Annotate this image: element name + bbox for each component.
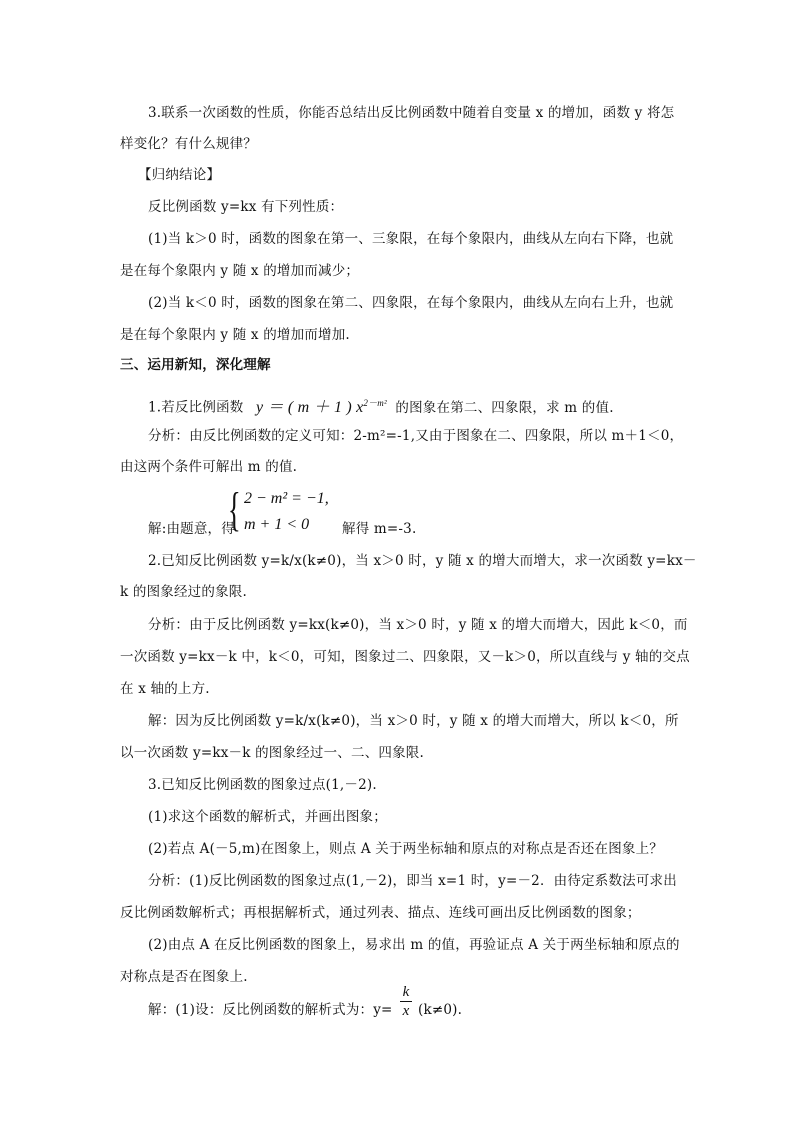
text-line: (1)求这个函数的解析式，并画出图象； [148,809,387,825]
text-line: 解：(1)设：反比例函数的解析式为：y= [148,1002,393,1018]
text-line: 3.已知反比例函数的图象过点(1,－2). [148,777,377,793]
fraction-bar [400,1001,412,1002]
formula-main: y ＝ ( m ＋ 1 ) x [255,398,364,416]
fraction-numerator: k [402,984,410,1000]
text-line [148,394,614,417]
system-equation-2: m + 1 < 0 [244,516,310,533]
text-line: k 的图象经过的象限. [120,584,247,600]
fraction-k-over-x [400,984,412,1019]
section-heading: 【归纳结论】 [138,167,221,183]
fraction-denominator: x [402,1003,410,1019]
text-fragment: 1.若反比例函数 [148,399,244,416]
text-line: 分析：(1)反比例函数的图象过点(1,－2)，即当 x=1 时，y=－2．由待定系数法可求出 [148,873,677,889]
text-line: 以一次函数 y=kx－k 的图象经过一、二、四象限. [120,745,424,761]
text-line: 反比例函数 y=kx 有下列性质： [148,199,344,215]
brace-symbol: { [228,483,241,536]
text-fragment: 的图象在第二、四象限，求 m 的值. [395,399,614,416]
text-line: (2)由点 A 在反比例函数的图象上，易求出 m 的值，再验证点 A 关于两坐标轴和原点的 [148,937,680,953]
text-line: 由这两个条件可解出 m 的值. [120,459,298,475]
text-line: 解:由题意，得 [148,521,235,537]
text-line: (2)当 k＜0 时，函数的图象在第二、四象限，在每个象限内，曲线从左向右上升，也就 [148,295,674,311]
text-line: 分析：由于反比例函数 y=kx(k≠0)，当 x＞0 时，y 随 x 的增大而增大，因此 k＜0，而 [148,617,688,633]
text-line: (1)当 k＞0 时，函数的图象在第一、三象限，在每个象限内，曲线从左向右下降，也就 [148,231,674,247]
formula-exponent: 2－m² [363,398,387,408]
text-line: 对称点是否在图象上. [120,969,248,985]
system-equation-1: 2 − m² = −1, [244,490,329,507]
text-line: 解得 m=-3. [342,521,417,537]
text-line: 一次函数 y=kx－k 中，k＜0，可知，图象过二、四象限，又－k＞0，所以直线与 y 轴的交点 [120,649,690,665]
text-line: (k≠0). [418,1002,463,1018]
text-line: 3.联系一次函数的性质，你能否总结出反比例函数中随着自变量 x 的增加，函数 y 将怎 [148,105,675,121]
text-line: (2)若点 A(－5,m)在图象上，则点 A 关于两坐标轴和原点的对称点是否还在图象上？ [148,841,664,857]
text-line: 反比例函数解析式；再根据解析式，通过列表、描点、连线可画出反比例函数的图象； [120,905,641,921]
text-line: 在 x 轴的上方. [120,681,210,697]
text-line: 分析：由反比例函数的定义可知：2-m²=-1,又由于图象在二、四象限，所以 m＋1＜0， [148,428,684,444]
text-line: 是在每个象限内 y 随 x 的增加而减少； [120,263,360,279]
text-line: 是在每个象限内 y 随 x 的增加而增加. [120,327,350,343]
text-line: 样变化？有什么规律？ [120,136,257,152]
text-line: 解：因为反比例函数 y=k/x(k≠0)，当 x＞0 时，y 随 x 的增大而增大，所以 k＜0，所 [148,713,679,729]
text-line: 2.已知反比例函数 y=k/x(k≠0)，当 x＞0 时，y 随 x 的增大而增大，求一次函数 y=kx－ [148,553,697,569]
section-heading: 三、运用新知，深化理解 [120,357,271,373]
